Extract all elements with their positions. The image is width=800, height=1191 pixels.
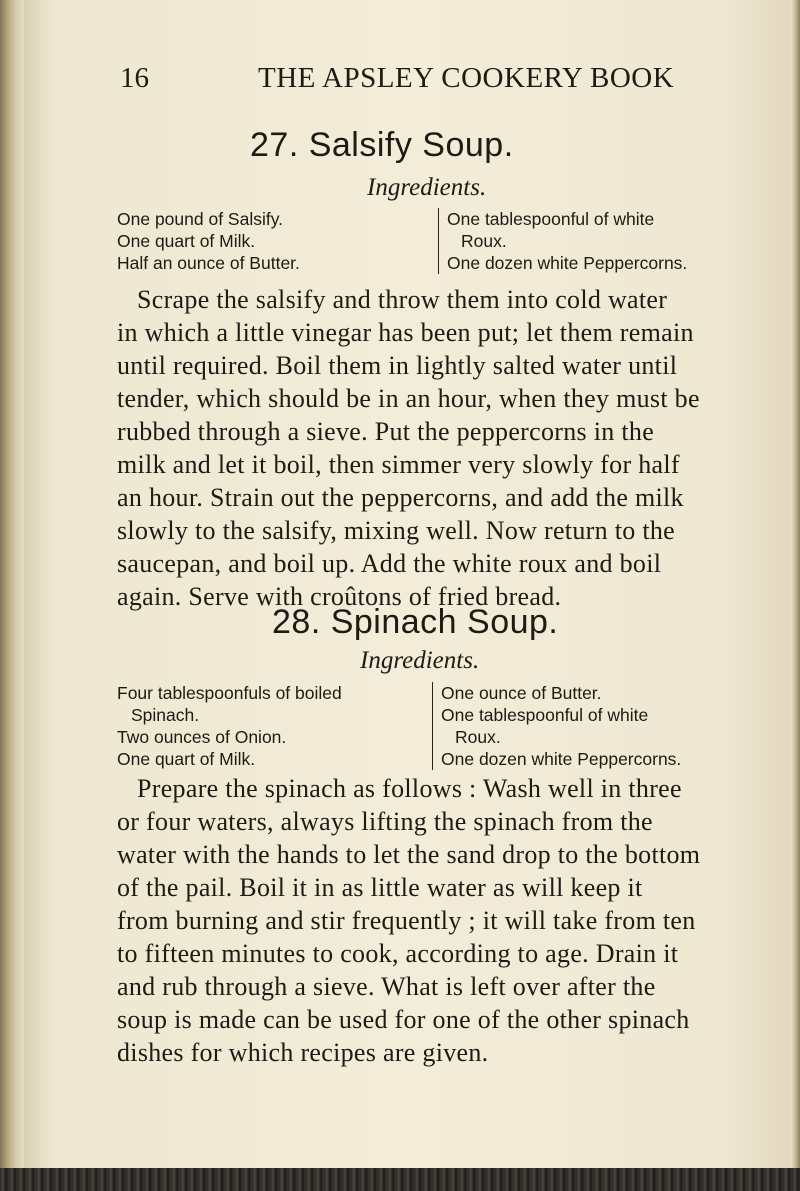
recipe-title-spinach: 28. Spinach Soup. (272, 603, 559, 641)
text-line: saucepan, and boil up. Add the white roux and boil (117, 549, 662, 578)
ingredient-item: One tablespoonful of white (441, 705, 649, 725)
text-line: in which a little vinegar has been put; let them remain (117, 318, 694, 347)
ingredient-item: Roux. (455, 727, 501, 747)
text-line: tender, which should be in an hour, when they must be (117, 384, 700, 413)
page-number: 16 (120, 62, 149, 94)
ingredients-left-column (117, 682, 342, 770)
ingredient-item: Four tablespoonfuls of boiled (117, 683, 342, 703)
text-line: of the pail. Boil it in as little water as will keep it (117, 873, 643, 902)
text-line: soup is made can be used for one of the other spinach (117, 1005, 690, 1034)
text-line: Scrape the salsify and throw them into cold water (137, 285, 668, 314)
text-line: again. Serve with croûtons of fried bread. (117, 582, 562, 611)
ingredients-left-column (117, 208, 300, 274)
ingredients-heading: Ingredients. (360, 647, 480, 674)
ingredient-item: Half an ounce of Butter. (117, 253, 300, 273)
text-line: to fifteen minutes to cook, according to age. Drain it (117, 939, 679, 968)
text-line: an hour. Strain out the peppercorns, and add the milk (117, 483, 684, 512)
ingredient-item: One pound of Salsify. (117, 209, 284, 229)
ingredient-item: One dozen white Peppercorns. (447, 253, 688, 273)
ingredient-item: Spinach. (131, 705, 200, 725)
text-line: or four waters, always lifting the spinach from the (117, 807, 653, 836)
text-line: until required. Boil them in lightly salted water until (117, 351, 678, 380)
ingredients-right-column (438, 208, 687, 274)
ingredients-heading: Ingredients. (367, 174, 487, 201)
ingredient-item: One dozen white Peppercorns. (441, 749, 682, 769)
method-paragraph-salsify (117, 283, 755, 613)
ingredients-right-column (432, 682, 681, 770)
text-line: water with the hands to let the sand drop to the bottom (117, 840, 701, 869)
text-line: from burning and stir frequently ; it will take from ten (117, 906, 696, 935)
method-paragraph-spinach (117, 772, 755, 1069)
text-line: slowly to the salsify, mixing well. Now return to the (117, 516, 675, 545)
ingredient-item: One tablespoonful of white (447, 209, 655, 229)
text-line: and rub through a sieve. What is left over after the (117, 972, 656, 1001)
scan-bottom-edge (0, 1168, 800, 1191)
page-right-edge (790, 0, 800, 1191)
ingredient-item: Two ounces of Onion. (117, 727, 287, 747)
ingredient-item: One quart of Milk. (117, 749, 256, 769)
text-line: dishes for which recipes are given. (117, 1038, 489, 1067)
text-line: Prepare the spinach as follows : Wash well in three (137, 774, 682, 803)
ingredient-item: One quart of Milk. (117, 231, 256, 251)
book-page (22, 0, 790, 1168)
ingredient-item: Roux. (461, 231, 507, 251)
text-line: milk and let it boil, then simmer very slowly for half (117, 450, 680, 479)
text-line: rubbed through a sieve. Put the peppercorns in the (117, 417, 655, 446)
recipe-title-salsify: 27. Salsify Soup. (250, 126, 514, 164)
book-spine-gutter (0, 0, 24, 1191)
running-title: THE APSLEY COOKERY BOOK (258, 62, 675, 94)
ingredient-item: One ounce of Butter. (441, 683, 602, 703)
